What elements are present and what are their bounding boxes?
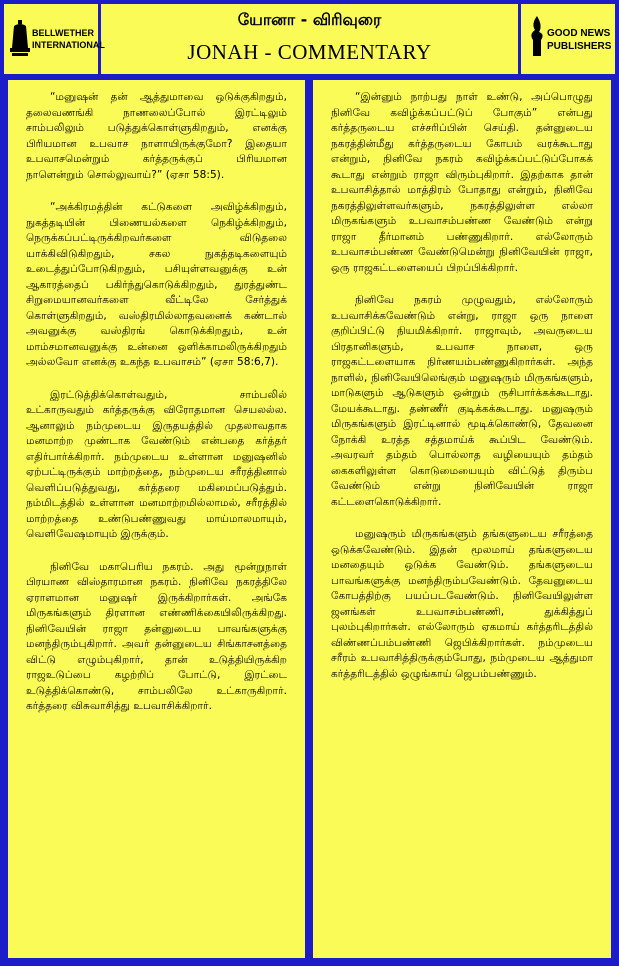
good-news-logo — [518, 4, 615, 74]
column-divider — [305, 80, 313, 958]
right-paragraph-1: “இன்னும் நாற்பது நாள் உண்டு, அப்பொழுது நினிவே கவிழ்க்கப்பட்டுப் போகும்” என்பது கர்த்தருடைய எச்சரிப்பின் செய்தி. தன்னுடைய நகரத்தின்மீது கர்த்தருடைய கோபம் வரக்கூடாது என்றும், நினிவே நகரம் கவிழ்க்கப்பட்டுப்போகக் கூடாது என்றும் ராஜா விரும்புகிறார். இதற்காக தான் உபவாசித்தால் மாத்திரம் போதாது என்றும், நினிவே நகரத்திலுள்ளவர்களும், நகரத்திலுள்ள எல்லா மிருகங்களும் உபவாசம்பண்ண வேண்டும் என்று ராஜா தீர்மானம் பண்ணுகிறார். எல்லோரும் உபவாசம்பண்ண வேண்டுமென்று நினிவேயின் ராஜா, ஒரு ராஜகட்டளையைப் பிறப்பிக்கிறார். — [331, 91, 593, 274]
right-column — [313, 80, 611, 958]
left-logo-line2: INTERNATIONAL — [32, 40, 105, 50]
right-paragraph-3: மனுஷரும் மிருகங்களும் தங்களுடைய சரீரத்தை ஒடுக்கவேண்டும். இதன் மூலமாய் தங்களுடைய மனதையும் ஒடுக்க வேண்டும். தங்களுடைய பாவங்களுக்கு மனந்திரும்பவேண்டும். தேவனுடைய கோபத்திற்கு பயப்படவேண்டும். நினிவேயிலுள்ள ஜனங்கள் உபவாசம்பண்ணி, துக்கித்துப் புலம்புகிறார்கள். எல்லோரும் ஏகமாய் கர்த்தரிடத்தில் விண்ணப்பம்பண்ணி ஜெபிக்கிறார்கள். நம்முடைய சரீரம் உபவாசித்திருக்கும்போது, நம்முடைய ஆத்துமா கர்த்தரிடத்தில் ஒழுங்காய் ஜெபம்பண்ணும். — [331, 528, 593, 680]
right-logo-line1: GOOD NEWS — [547, 28, 611, 39]
left-logo-line1: BELLWETHER — [32, 28, 94, 38]
bell-icon — [10, 20, 30, 56]
right-logo-line2: PUBLISHERS — [547, 41, 612, 52]
header-banner — [4, 4, 615, 74]
left-paragraph-2: “அக்கிரமத்தின் கட்டுகளை அவிழ்க்கிறதும், நுகத்தடியின் பிணையல்களை நெகிழ்க்கிறதும், நெருக்கப்பட்டிருக்கிறவர்களை விடுதலை யாக்கிவிடுகிறதும், சகல நுகத்தடிகளையும் உடைத்துப்போடுகிறதும், பசியுள்ளவனுக்கு உன் ஆகாரத்தைப் பகிர்ந்துகொடுக்கிறதும், துரத்துண்ட சிறுமையானவர்களை வீட்டிலே சேர்த்துக் கொள்ளுகிறதும், வஸ்திரமில்லாதவனைக் கண்டால் அவனுக்கு வஸ்திரங் கொடுக்கிறதும், உன் மாம்சமானவனுக்கு உன்னை ஒளிக்காமலிருக்கிறதும் அல்லவோ எனக்கு உகந்த உபவாசம்” (ஏசா 58:6,7). — [26, 201, 287, 368]
left-paragraph-3: இரட்டுத்திக்கொள்வதும், சாம்பலில் உட்காருவதும் கர்த்தருக்கு விரோதமான செயலல்ல. ஆனாலும் நம்முடைய இருதயத்தில் முதலாவதாக மனமாற்ற முண்டாக வேண்டும் என்பதை கர்த்தர் எதிர்பார்க்கிறார். நம்முடைய உள்ளான மனுஷனில் ஏற்பட்டிருக்கும் மாற்றத்தை, நம்முடைய சரீரத்தினால் வெளிப்படுத்துவது, கர்த்தரை மகிமைப்படுத்தும். நம்மிடத்தில் உள்ளான மனமாற்றமில்லாமல், சரீரத்தில் மாற்றத்தை உண்டுபண்ணுவது மாய்மாலமாயும், வெளிவேஷமாயும் இருக்கும். — [26, 388, 287, 540]
right-paragraph-2: நினிவே நகரம் முழுவதும், எல்லோரும் உபவாசிக்கவேண்டும் என்று, ராஜா ஒரு நாளை குறிப்பிட்டு நியமிக்கிறார். ராஜாவும், அவருடைய பிரதானிகளும், உபவாச நாளை, ஒரு ராஜகட்டளையாக நிர்ணயம்பண்ணுகிறார்கள். அந்த நாளில், நினிவேயிலெங்கும் மனுஷரும் மிருகங்களும், மாடுகளும் ஆடுகளும் ஒன்றும் ருசிபார்க்கக்கூடாது. மேயக்கூடாது. தண்ணீர் குடிக்கக்கூடாது. மனுஷரும் மிருகங்களும் இரட்டினால் மூடிக்கொண்டு, தேவனை நோக்கி உரத்த சத்தமாய்க் கூப்பிட வேண்டும். அவரவர் தம்தம் பொல்லாத வழியையும் தம்தம் கைகளிலுள்ள கொடுமையையும் விட்டுத் திரும்ப வேண்டும் என்று நினிவேயின் ராஜா கட்டளைகொடுக்கிறார். — [331, 294, 593, 508]
left-paragraph-1: “மனுஷன் தன் ஆத்துமாவை ஒடுக்குகிறதும், தலைவணங்கி நாணலைப்போல் இரட்டிலும் சாம்பலிலும் படுத்துக்கொள்ளுகிறதும், எனக்கு பிரியமான உபவாச நாளாயிருக்குமோ? இதையா உபவாசமென்றும் கர்த்தருக்குப் பிரியமான நாளென்றும் சொல்லுவாய்?” (ஏசா 58:5). — [26, 91, 287, 181]
title-english: JONAH - COMMENTARY — [187, 40, 432, 64]
fire-icon — [529, 16, 545, 56]
left-column — [8, 80, 305, 958]
title-area — [101, 4, 518, 74]
left-paragraph-4: நினிவே மகாபெரிய நகரம். அது மூன்றுநாள் பிரயாண விஸ்தாரமான நகரம். நினிவே நகரத்திலே ஏராளமான மனுஷர் இருக்கிறார்கள். அங்கே மிருகங்களும் திரளான எண்ணிக்கையிலிருக்கிறது. நினிவேயின் ராஜா தன்னுடைய பாவங்களுக்கு மனந்திரும்புகிறார். அவர் தன்னுடைய சிங்காசனத்தை விட்டு எழும்புகிறார், தான் உடுத்தியிருக்கிற ராஜஉடுப்பை கழற்றிப் போட்டு, இரட்டை உடுத்திக்கொண்டு, சாம்பலிலே உட்காருகிறார். கர்த்தரை விசுவாசித்து உபவாசிக்கிறார். — [26, 560, 287, 712]
bellwether-logo — [4, 4, 105, 74]
title-tamil: யோனா - விரிவுரை — [237, 10, 382, 29]
